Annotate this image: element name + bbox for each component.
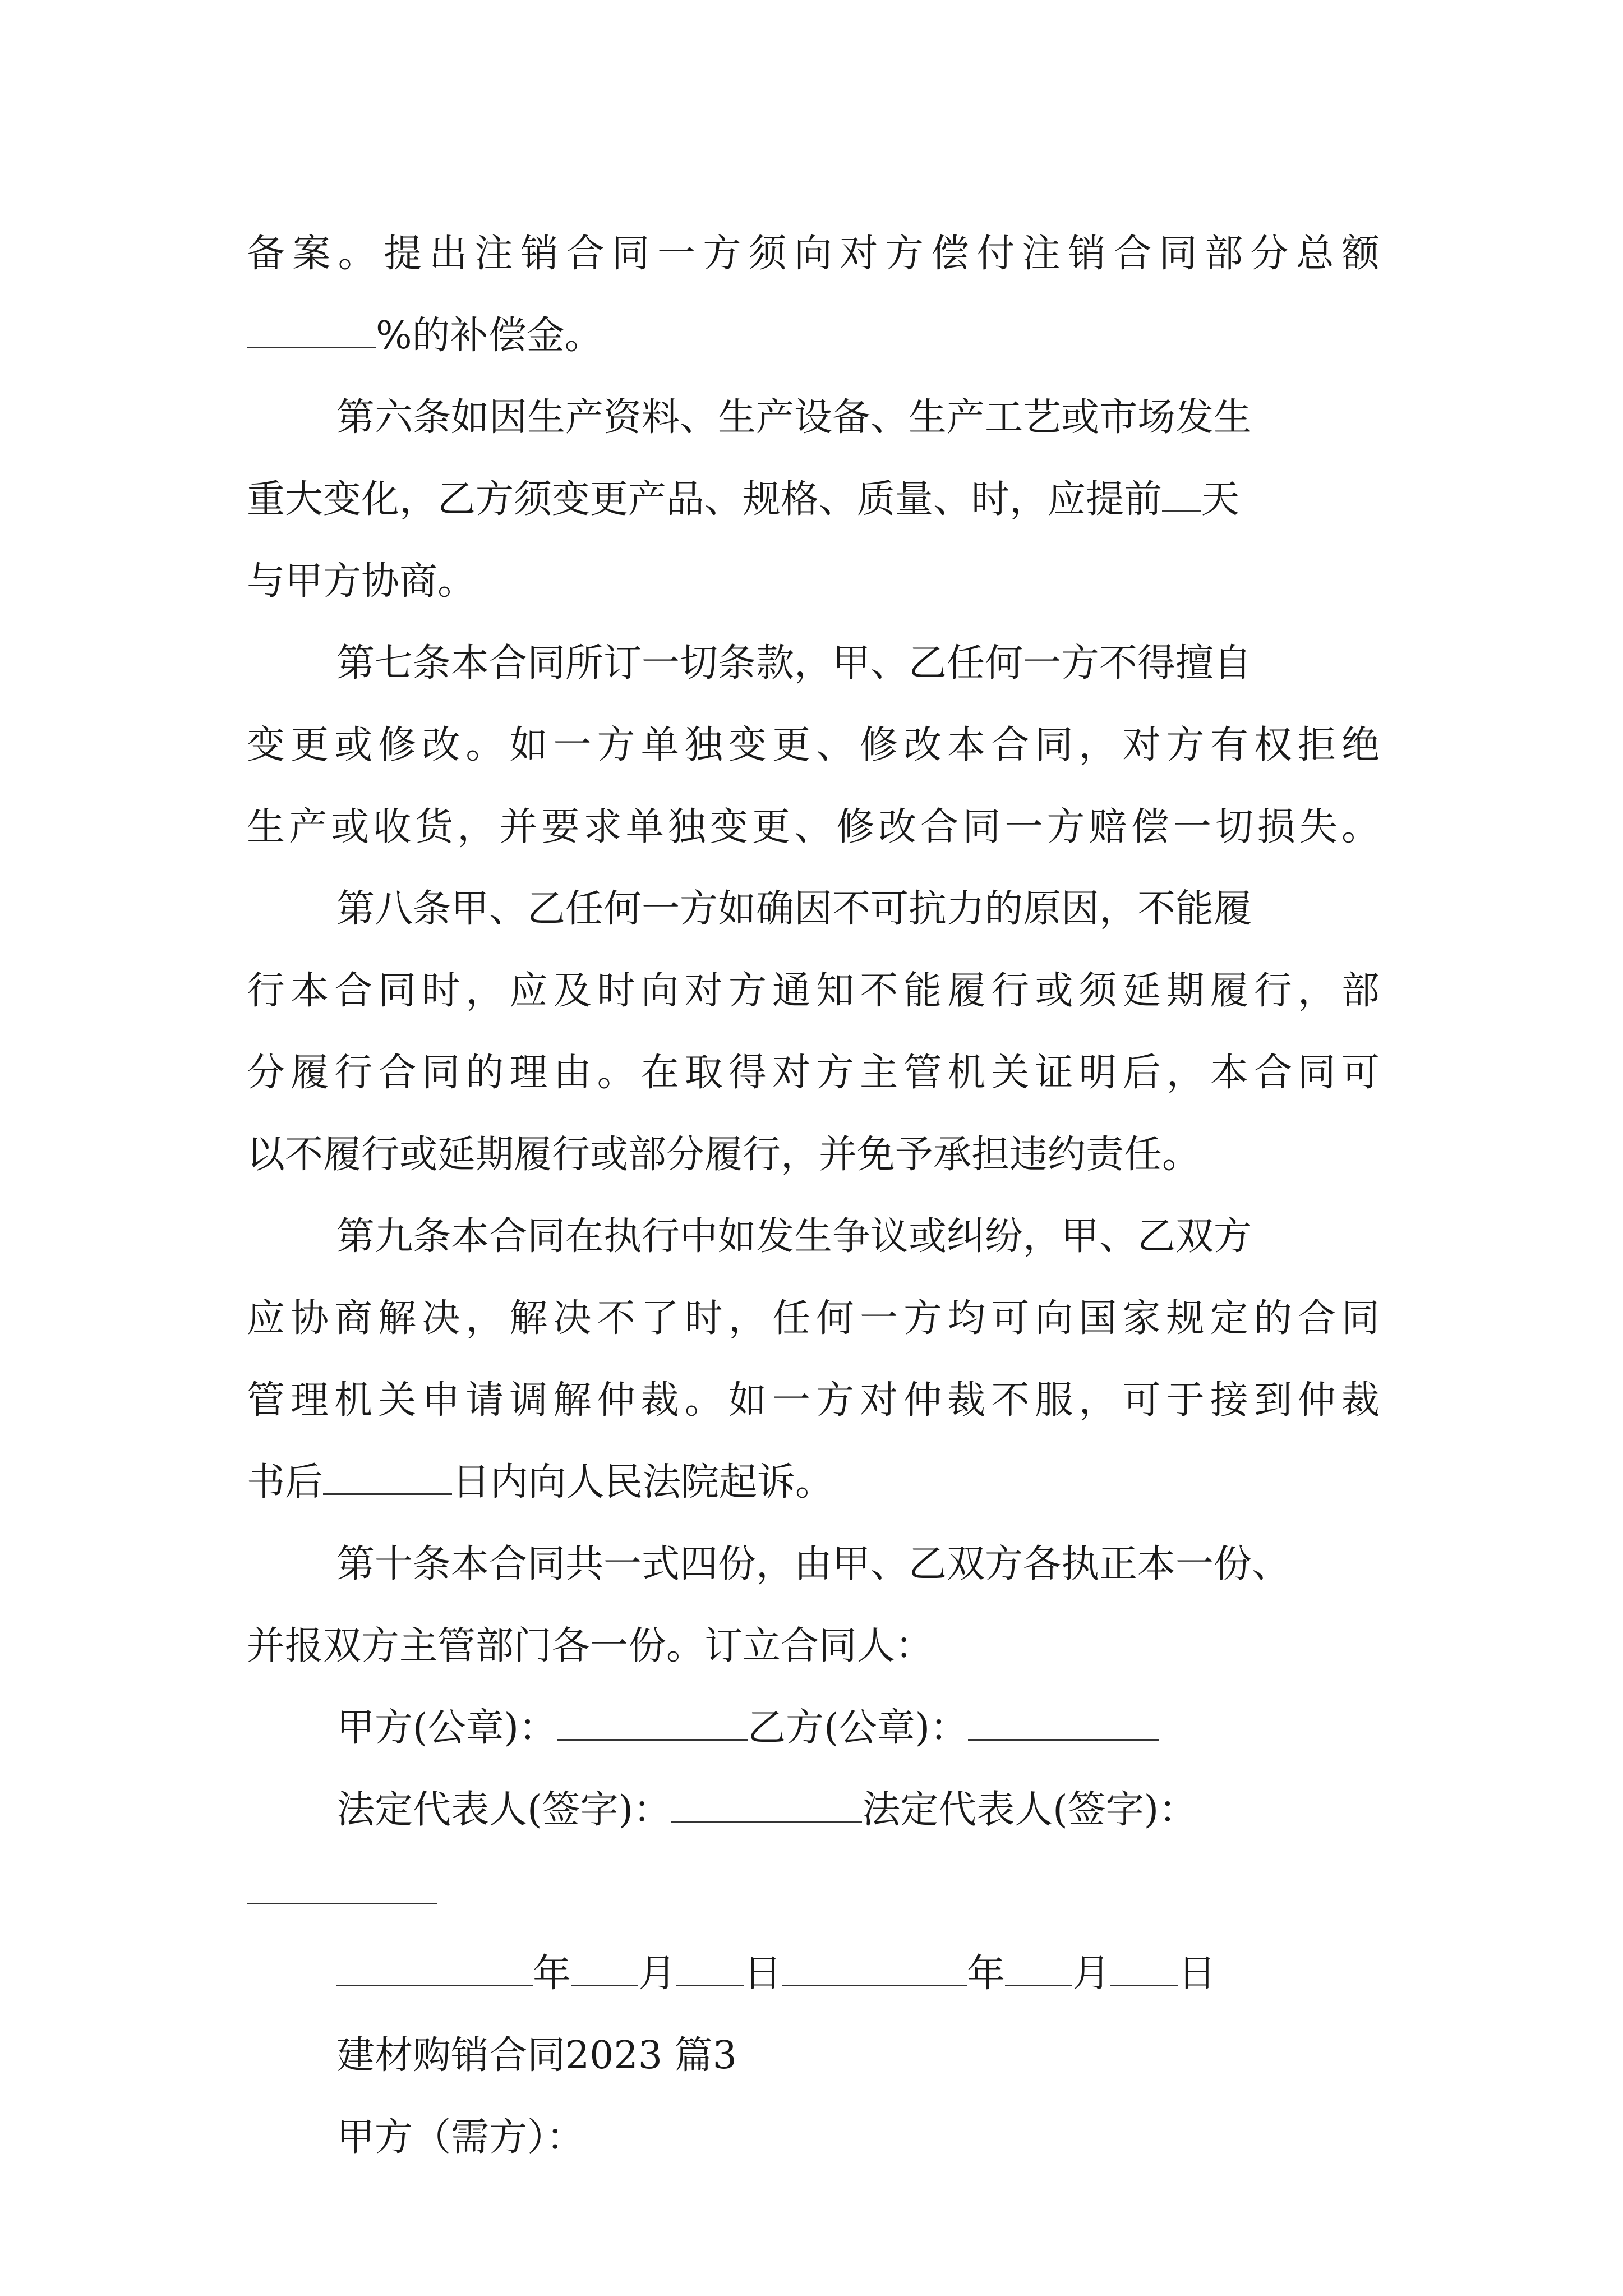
rep-b-label: 法定代表人(签字)： [862,1788,1197,1832]
clause-9-line: 第九条本合同在执行中如发生争议或纠纷，甲、乙双方 [336,1214,1252,1259]
document-body [247,213,1380,2179]
text-line: 重大变化，乙方须变更产品、规格、质量、时，应提前 天 [247,459,1380,541]
rep-a-label: 法定代表人(签字)： [336,1788,672,1832]
party-a-seal-label: 甲方(公章)： [336,1706,557,1750]
month-blank [1005,1950,1072,1986]
text-line: 分履行合同的理由。在取得对方主管机关证明后，本合同可 [247,1051,1380,1095]
text-line: 书后 日内向人民法院起诉。 [247,1442,1380,1524]
rep-a-blank [671,1787,862,1823]
year-blank [336,1950,533,1986]
party-b-seal-label: 乙方(公章)： [748,1706,969,1750]
text-line: %的补偿金。 [247,295,1380,377]
month-blank [571,1950,638,1986]
date-line: 年 月 日 年 月 日 [247,1933,1380,2015]
day-blank [676,1950,744,1986]
day-blank [1110,1950,1178,1986]
fill-blank [323,1459,452,1495]
text-line: 管理机关申请调解仲裁。如一方对仲裁不服，可于接到仲裁 [247,1378,1380,1423]
clause-6-line: 第六条如因生产资料、生产设备、生产工艺或市场发生 [336,395,1252,440]
text-line: 行本合同时，应及时向对方通知不能履行或须延期履行，部 [247,969,1380,1013]
clause-7-line: 第七条本合同所订一切条款，甲、乙任何一方不得擅自 [336,641,1252,685]
party-a-seal-blank [557,1705,748,1741]
fill-blank [247,312,376,348]
representative-line [247,1769,1380,1851]
rep-b-blank-line [247,1851,1380,1933]
party-b-seal-blank [968,1705,1159,1741]
text-line: 变更或修改。如一方单独变更、修改本合同，对方有权拒绝 [247,723,1380,767]
text-line: 以不履行或延期履行或部分履行，并免予承担违约责任。 [247,1133,1201,1177]
fill-blank [1162,476,1201,512]
clause-8-line: 第八条甲、乙任何一方如确因不可抗力的原因，不能履 [336,887,1252,931]
rep-b-blank [247,1869,437,1904]
text-line: 生产或收货，并要求单独变更、修改合同一方赔偿一切损失。 [247,805,1380,849]
party-seal-line [247,1687,1380,1769]
text-line: 备案。提出注销合同一方须向对方偿付注销合同部分总额 [247,232,1380,276]
section-heading: 建材购销合同2023 篇3 [336,2033,737,2078]
clause-10-line: 第十条本合同共一式四份，由甲、乙双方各执正本一份、 [336,1542,1290,1586]
text-line: 应协商解决，解决不了时，任何一方均可向国家规定的合同 [247,1296,1380,1341]
buyer-label: 甲方（需方）： [336,2115,585,2160]
text-line: 与甲方协商。 [247,559,476,604]
text-line: 并报双方主管部门各一份。订立合同人： [247,1624,934,1668]
year-blank [782,1950,967,1986]
